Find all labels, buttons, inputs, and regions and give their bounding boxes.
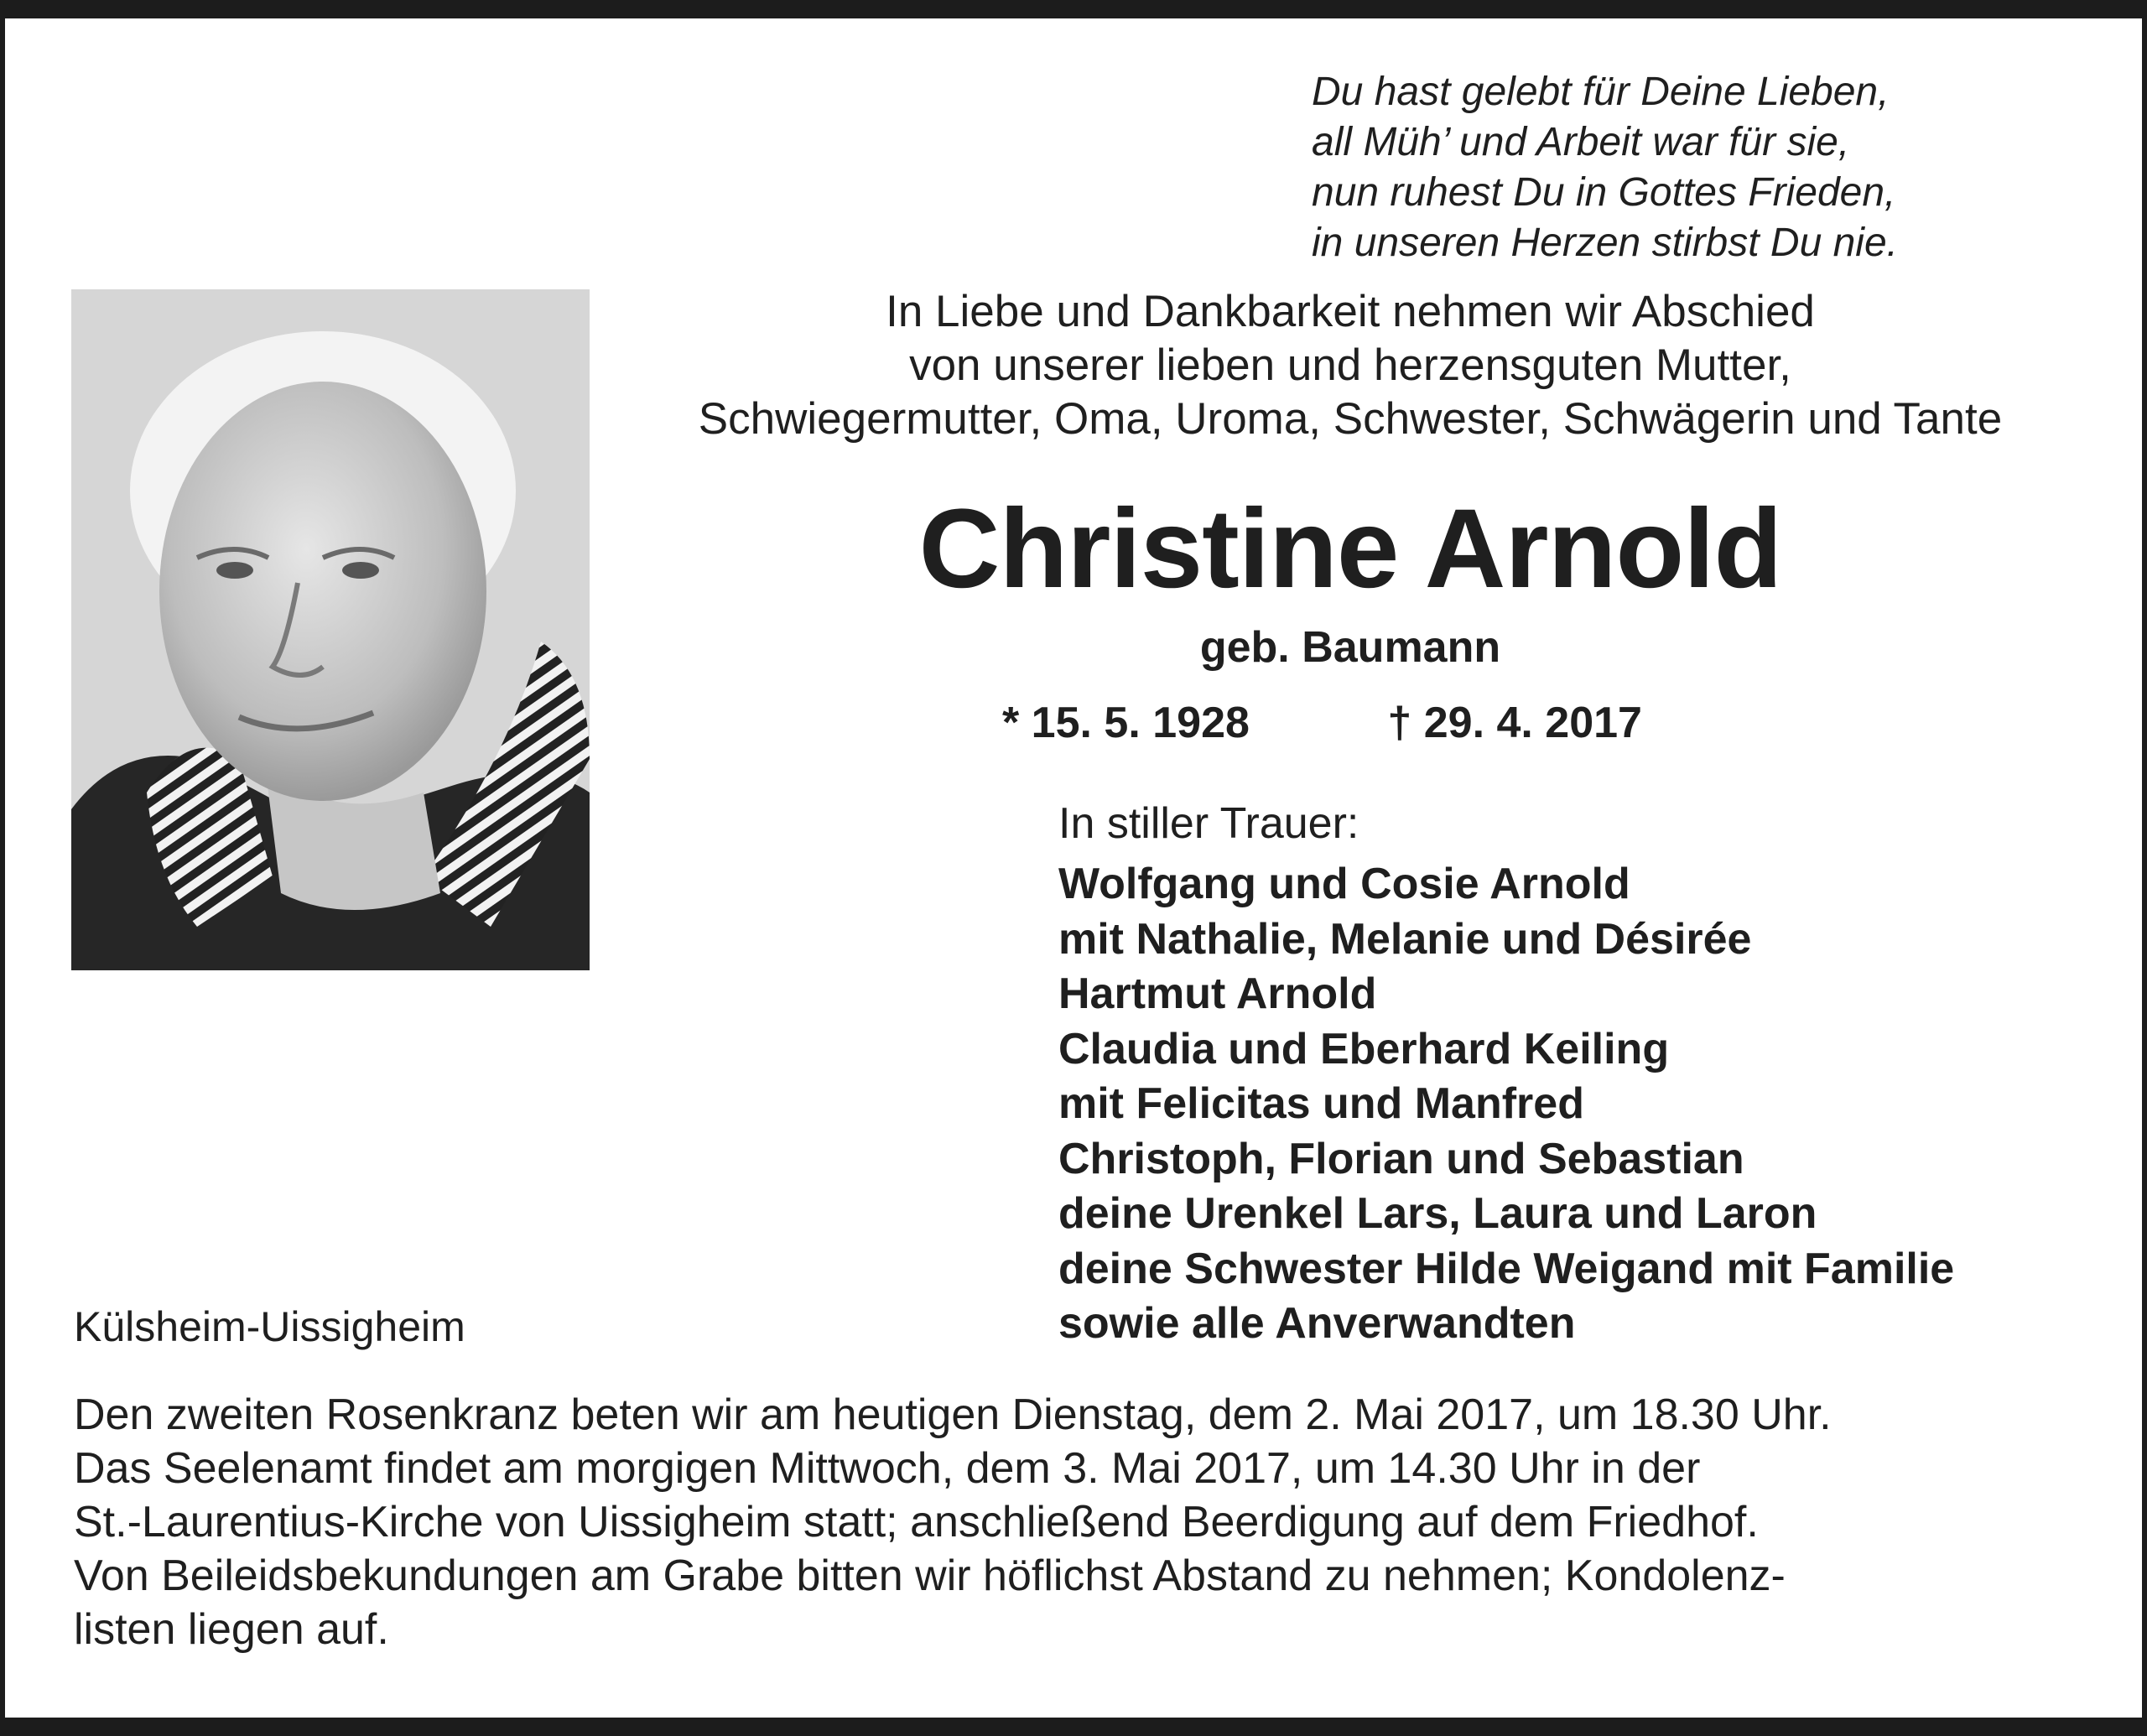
intro-line: Schwiegermutter, Oma, Uroma, Schwester, Schwägerin und Tante: [698, 394, 2003, 444]
notice-line: Das Seelenamt findet am morgigen Mittwoch, dem 3. Mai 2017, um 14.30 Uhr in der: [74, 1444, 1701, 1493]
portrait-image: [71, 289, 590, 970]
intro-line: von unserer lieben und herzensguten Mutter,: [909, 340, 1791, 390]
mourner-line: Claudia und Eberhard Keiling: [1058, 1024, 1670, 1073]
mourner-line: deine Urenkel Lars, Laura und Laron: [1058, 1189, 1817, 1238]
mourner-line: sowie alle Anverwandten: [1058, 1299, 1576, 1348]
poem-line: all Müh’ und Arbeit war für sie,: [1312, 120, 1850, 164]
mourner-line: deine Schwester Hilde Weigand mit Familie: [1058, 1244, 1955, 1293]
notice-line: Den zweiten Rosenkranz beten wir am heutigen Dienstag, dem 2. Mai 2017, um 18.30 Uhr.: [74, 1390, 1832, 1439]
maiden-name: geb. Baumann: [1199, 623, 1501, 672]
mourner-line: Christoph, Florian und Sebastian: [1058, 1134, 1744, 1183]
life-dates: [1002, 696, 1642, 750]
notice-line: listen liegen auf.: [74, 1605, 389, 1654]
intro-line: In Liebe und Dankbarkeit nehmen wir Abschied: [886, 287, 1815, 336]
mourners-label: In stiller Trauer:: [1058, 799, 1359, 848]
mourners-list: [1058, 857, 1954, 1352]
poem: [1312, 67, 2066, 268]
notice-line: Von Beileidsbekundungen am Grabe bitten wir höflichst Abstand zu nehmen; Kondolenz-: [74, 1551, 1786, 1600]
service-notice: [74, 1388, 2087, 1656]
poem-line: in unseren Herzen stirbst Du nie.: [1312, 221, 1898, 265]
place-name: Külsheim-Uissigheim: [74, 1303, 465, 1350]
poem-line: Du hast gelebt für Deine Lieben,: [1312, 70, 1890, 114]
farewell-intro: [595, 285, 2105, 446]
mourner-line: mit Felicitas und Manfred: [1058, 1079, 1584, 1128]
poem-line: nun ruhest Du in Gottes Frieden,: [1312, 170, 1896, 215]
mourner-line: Hartmut Arnold: [1058, 969, 1377, 1018]
mourner-line: Wolfgang und Cosie Arnold: [1058, 860, 1630, 908]
notice-line: St.-Laurentius-Kirche von Uissigheim statt; anschließend Beerdigung auf dem Friedhof.: [74, 1498, 1759, 1546]
birth-date: * 15. 5. 1928: [1002, 699, 1250, 747]
portrait-photo: [71, 289, 590, 970]
deceased-name: Christine Arnold: [918, 486, 1782, 611]
mourner-line: mit Nathalie, Melanie und Désirée: [1058, 914, 1752, 964]
death-date: † 29. 4. 2017: [1387, 699, 1642, 747]
